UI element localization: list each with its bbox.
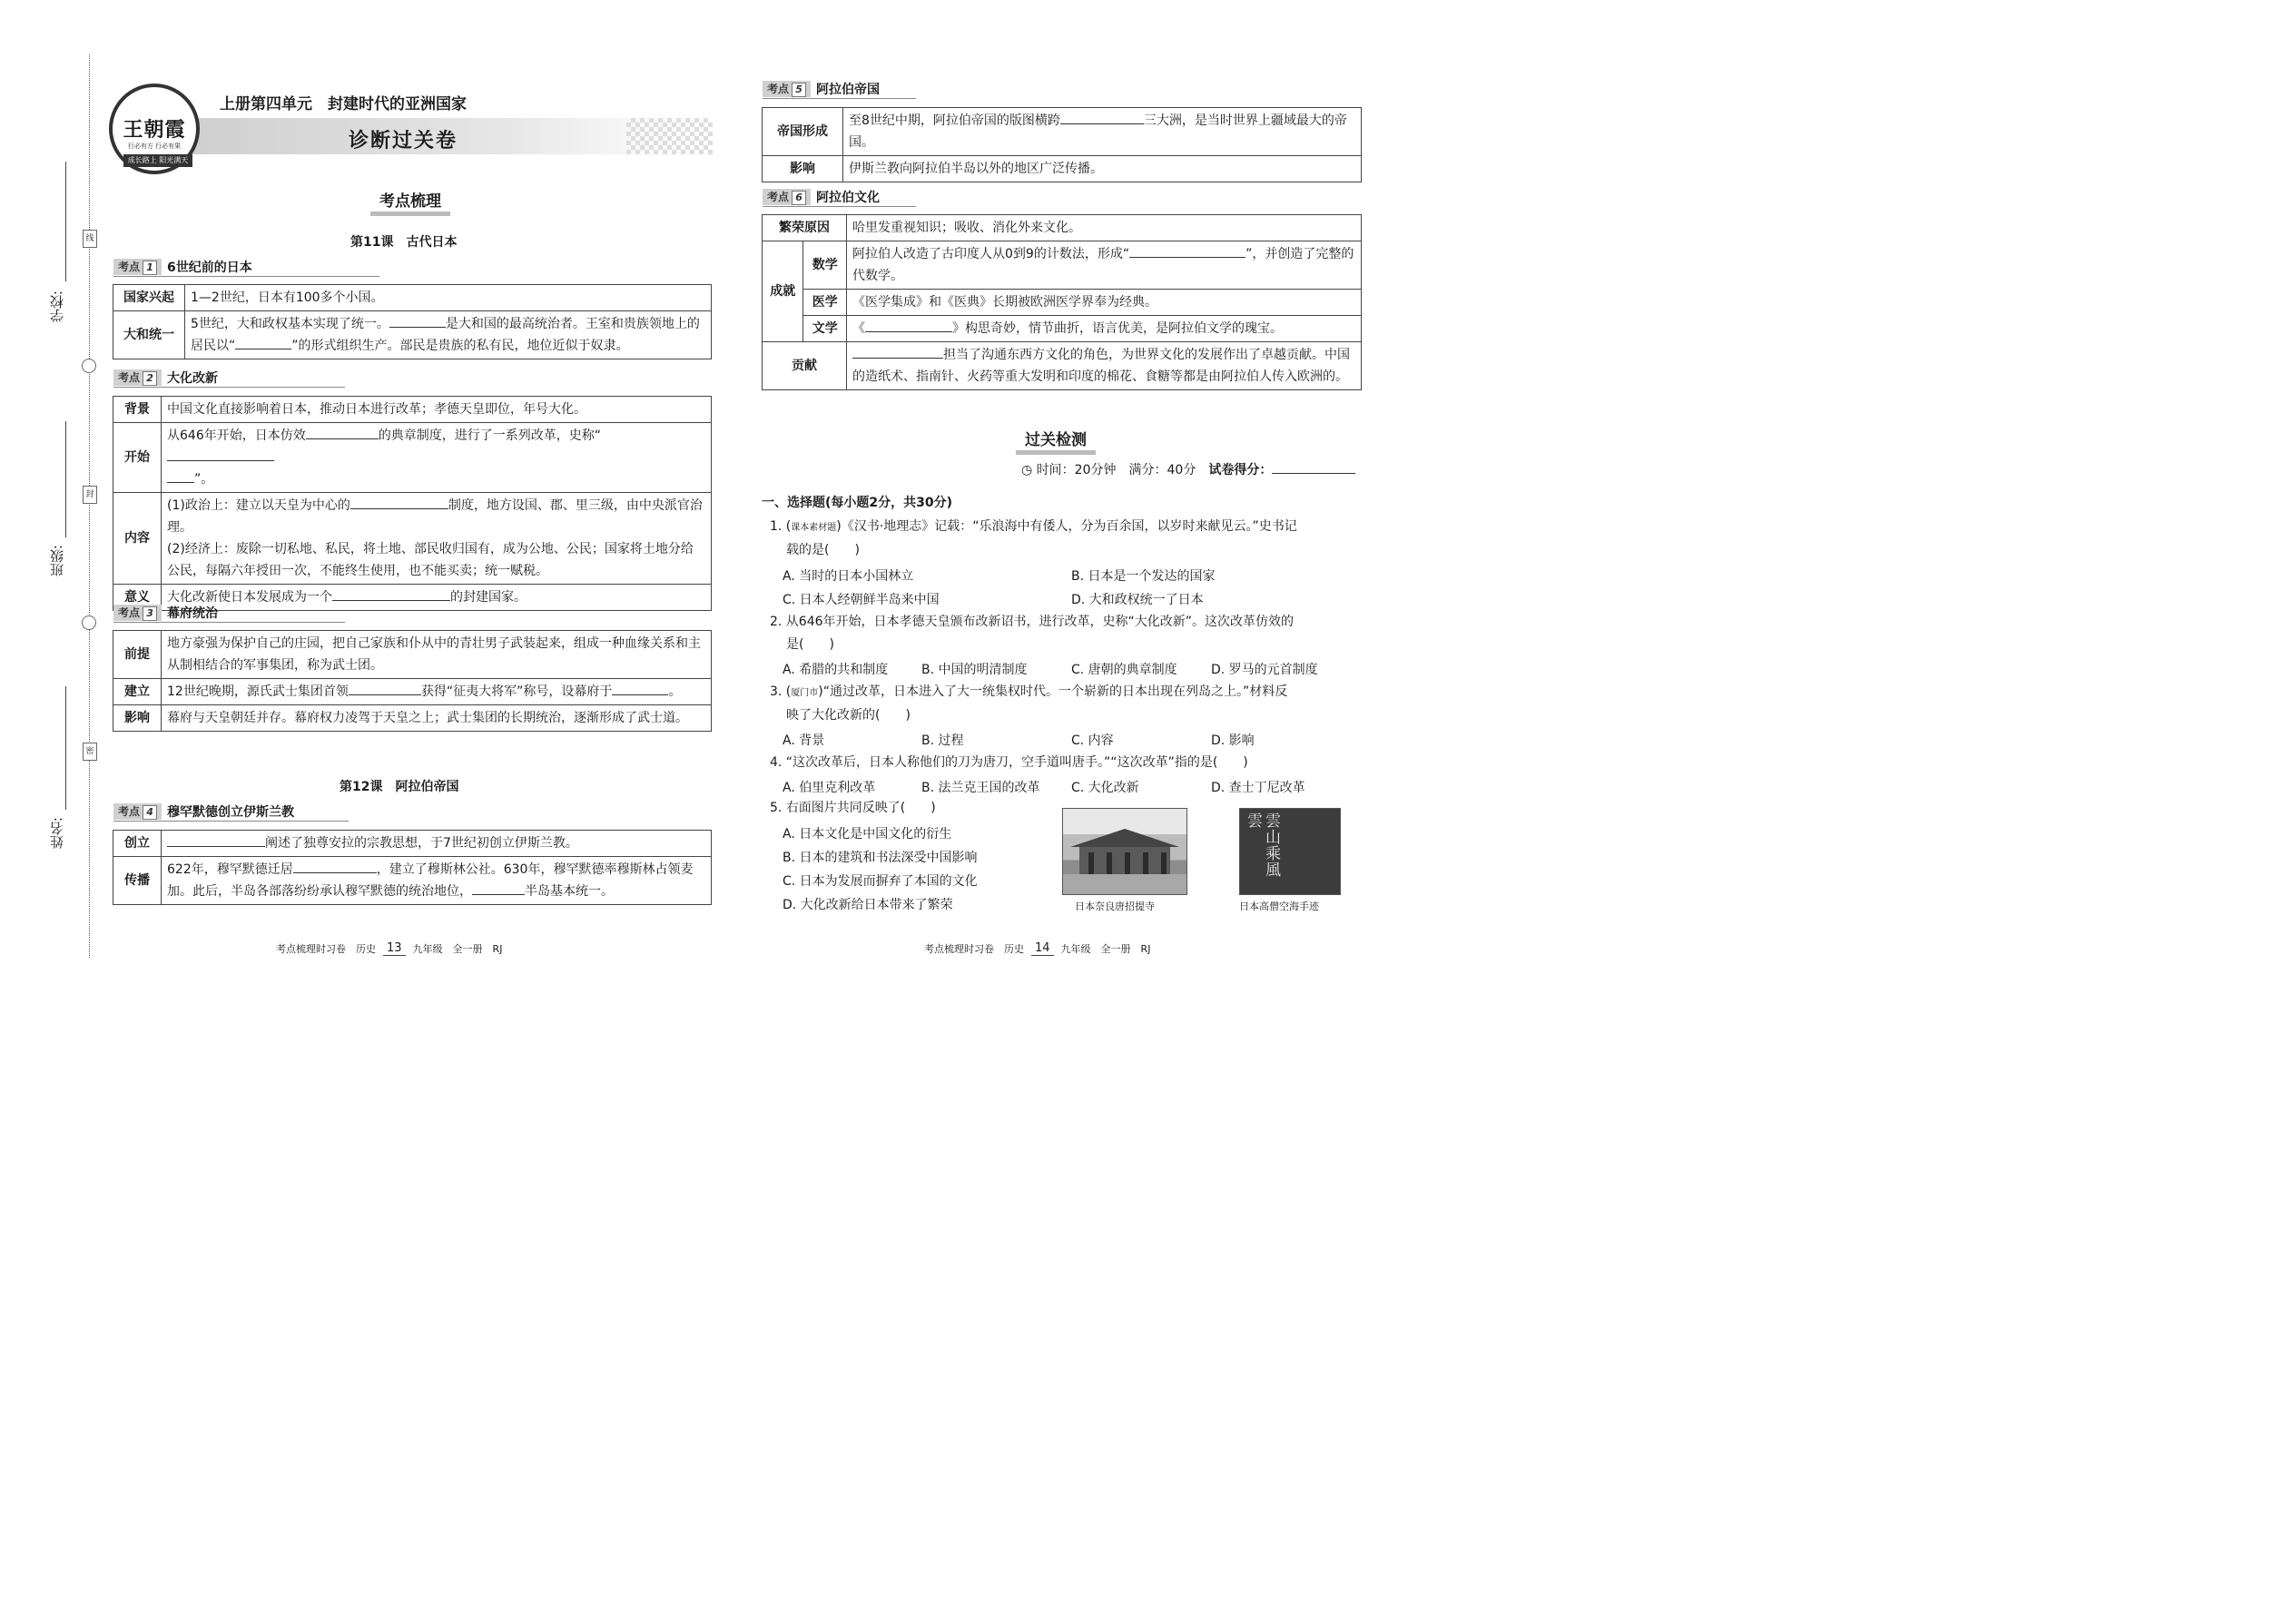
cell-head: 创立 xyxy=(113,831,162,857)
cell-head: 帝国形成 xyxy=(763,108,843,156)
footer-left: 考点梳理时习卷 历史 13 九年级 全一册 RJ xyxy=(276,941,503,955)
clock-icon: ◷ xyxy=(1021,463,1033,477)
q1-option-a[interactable]: A. 当时的日本小国林立 xyxy=(783,569,914,584)
temple-icon xyxy=(1063,809,1186,894)
paper-score-field[interactable] xyxy=(1272,460,1355,474)
q1-option-d[interactable]: D. 大和政权统一了日本 xyxy=(1071,593,1204,607)
q3-option-a[interactable]: A. 背景 xyxy=(783,733,825,748)
answer-blank[interactable] xyxy=(167,833,265,847)
temple-photo xyxy=(1062,808,1187,895)
cell-text: 地方豪强为保护自己的庄园，把自己家族和仆从中的青壮男子武装起来，组成一种血缘关系和主从制相结合的军事集团，称为武士团。 xyxy=(162,631,712,679)
answer-blank[interactable] xyxy=(389,314,446,328)
cell-head: 成就 xyxy=(763,241,803,342)
calligraphy-caption: 日本高僧空海手迹 xyxy=(1239,901,1319,912)
answer-blank[interactable] xyxy=(235,336,291,349)
cell-text: 5世纪，大和政权基本实现了统一。 是大和国的最高统治者。王室和贵族领地上的居民以“ ”的形式组织生产。部民是贵族的私有民，地位近似于奴隶。 xyxy=(185,311,712,359)
cell-head: 影响 xyxy=(113,705,162,732)
q2-option-b[interactable]: B. 中国的明清制度 xyxy=(921,663,1028,677)
q1-option-c[interactable]: C. 日本人经朝鲜半岛来中国 xyxy=(783,593,940,607)
question-1: 1. (课本素材题)《汉书·地理志》记载：“乐浪海中有倭人，分为百余国，以岁时来献见云。”史书记 xyxy=(770,519,1297,534)
answer-blank[interactable] xyxy=(167,469,194,483)
answer-blank[interactable] xyxy=(612,682,668,695)
kp6-header: 考点 6 阿拉伯文化 xyxy=(763,189,880,205)
kp4-table xyxy=(113,830,712,905)
binding-dotted-line xyxy=(89,54,90,958)
checker-decoration xyxy=(626,118,713,154)
q1-option-b[interactable]: B. 日本是一个发达的国家 xyxy=(1071,569,1216,584)
q5-option-c[interactable]: C. 日本为发展而摒弃了本国的文化 xyxy=(783,874,978,889)
cell-head: 意义 xyxy=(113,585,162,611)
cell-head: 背景 xyxy=(113,397,162,423)
bind-mark-secret: 密 xyxy=(83,743,97,761)
cell-text: 伊斯兰教向阿拉伯半岛以外的地区广泛传播。 xyxy=(843,156,1362,182)
cell-head: 繁荣原因 xyxy=(763,215,847,241)
cell-text: 《 》构思奇妙，情节曲折，语言优美，是阿拉伯文学的瑰宝。 xyxy=(847,316,1362,342)
q3-option-c[interactable]: C. 内容 xyxy=(1071,733,1114,748)
kp5-header: 考点 5 阿拉伯帝国 xyxy=(763,81,880,97)
question-5: 5. 右面图片共同反映了( ) xyxy=(770,801,936,815)
cell-text: 《医学集成》和《医典》长期被欧洲医学界奉为经典。 xyxy=(847,290,1362,316)
cell-text: 1—2世纪，日本有100多个小国。 xyxy=(185,285,712,311)
q2-option-a[interactable]: A. 希腊的共和制度 xyxy=(783,663,889,677)
q4-option-d[interactable]: D. 查士丁尼改革 xyxy=(1211,781,1305,795)
cell-head: 前提 xyxy=(113,631,162,679)
cell-text: 幕府与天皇朝廷并存。幕府权力凌驾于天皇之上；武士集团的长期统治，逐渐形成了武士道。 xyxy=(162,705,712,732)
temple-caption: 日本奈良唐招提寺 xyxy=(1075,901,1155,912)
unit-title: 上册第四单元 封建时代的亚洲国家 xyxy=(220,95,467,113)
name-label: 姓名: xyxy=(49,817,65,850)
question-2-cont: 是( ) xyxy=(786,637,834,652)
cell-head: 文学 xyxy=(803,316,847,342)
answer-blank[interactable] xyxy=(350,496,448,509)
kp1-header: 考点 1 6世纪前的日本 xyxy=(113,259,252,275)
kp2-header: 考点 2 大化改新 xyxy=(113,369,218,386)
cell-head: 传播 xyxy=(113,857,162,905)
cell-text: 中国文化直接影响着日本，推动日本进行改革；孝德天皇即位，年号大化。 xyxy=(162,397,712,423)
answer-blank[interactable] xyxy=(306,426,379,439)
q2-option-d[interactable]: D. 罗马的元首制度 xyxy=(1211,663,1318,677)
footer-right: 考点梳理时习卷 历史 14 九年级 全一册 RJ xyxy=(924,941,1151,955)
bind-mark-seal: 封 xyxy=(83,486,97,504)
cell-head: 国家兴起 xyxy=(113,285,185,311)
q5-option-a[interactable]: A. 日本文化是中国文化的衍生 xyxy=(783,827,952,842)
cell-text: 从646年开始，日本仿效 的典章制度，进行了一系列改革，史称“ ”。 xyxy=(162,423,712,493)
cell-text: 至8世纪中期，阿拉伯帝国的版图横跨 三大洲，是当时世界上疆域最大的帝国。 xyxy=(843,108,1362,156)
question-4: 4. “这次改革后，日本人称他们的刀为唐刀，空手道叫唐手。”“这次改革”指的是( ) xyxy=(770,755,1248,770)
q4-option-c[interactable]: C. 大化改新 xyxy=(1071,781,1139,795)
section-title-test: 过关检测 xyxy=(1025,427,1087,449)
q3-option-d[interactable]: D. 影响 xyxy=(1211,733,1255,748)
cell-head: 医学 xyxy=(803,290,847,316)
kp1-table xyxy=(113,284,712,359)
question-1-cont: 载的是( ) xyxy=(786,543,860,557)
logo-slogan: 行必有方 行必有果 xyxy=(127,143,182,150)
question-3: 3. (厦门市)“通过改革，日本进入了大一统集权时代。一个崭新的日本出现在列岛之上。”材料反 xyxy=(770,684,1288,699)
lesson-11-title: 第11课 古代日本 xyxy=(350,235,458,250)
bind-ring-icon xyxy=(82,359,96,373)
paper-title: 诊断过关卷 xyxy=(349,130,458,153)
school-field[interactable] xyxy=(65,162,66,281)
q3-option-b[interactable]: B. 过程 xyxy=(921,733,964,748)
cell-text: 大化改新使日本发展成为一个 的封建国家。 xyxy=(162,585,712,611)
bind-ring-icon xyxy=(82,615,96,630)
cell-head: 数学 xyxy=(803,241,847,290)
test-meta: ◷ 时间：20分钟 满分：40分 试卷得分： xyxy=(1021,460,1355,478)
cell-head: 贡献 xyxy=(763,342,847,390)
lesson-12-title: 第12课 阿拉伯帝国 xyxy=(340,780,459,794)
q5-option-d[interactable]: D. 大化改新给日本带来了繁荣 xyxy=(783,898,953,912)
bind-mark-line: 线 xyxy=(83,230,97,248)
cell-text: 担当了沟通东西方文化的角色，为世界文化的发展作出了卓越贡献。中国的造纸术、指南针、火药等重大发明和印度的棉花、食糖等都是由阿拉伯人传入欧洲的。 xyxy=(847,342,1362,390)
kp5-table xyxy=(762,107,1362,182)
class-label: 班级: xyxy=(49,545,65,577)
question-3-cont: 映了大化改新的( ) xyxy=(786,708,911,723)
logo-ribbon: 成长路上 阳光满天 xyxy=(123,154,192,167)
calligraphy-text: 雲山乘風雲 xyxy=(1244,812,1280,878)
q4-option-a[interactable]: A. 伯里克利改革 xyxy=(783,781,876,795)
part1-title: 一、选择题(每小题2分，共30分) xyxy=(762,496,953,510)
kp3-header: 考点 3 幕府统治 xyxy=(113,605,218,621)
answer-blank[interactable] xyxy=(865,319,952,332)
cell-head: 影响 xyxy=(763,156,843,182)
answer-blank[interactable] xyxy=(472,881,525,895)
section-title-review: 考点梳理 xyxy=(379,188,441,211)
q4-option-b[interactable]: B. 法兰克王国的改革 xyxy=(921,781,1040,795)
cell-text: 12世纪晚期，源氏武士集团首领 获得“征夷大将军”称号，设幕府于 。 xyxy=(162,679,712,705)
cell-text: 阐述了独尊安拉的宗教思想，于7世纪初创立伊斯兰教。 xyxy=(162,831,712,857)
cell-head: 大和统一 xyxy=(113,311,185,359)
kp3-table xyxy=(113,630,712,732)
kp2-table xyxy=(113,396,712,611)
answer-blank[interactable] xyxy=(293,860,377,873)
logo-text: 王朝霞 xyxy=(123,118,186,142)
school-label: 学校: xyxy=(49,290,65,323)
class-field[interactable] xyxy=(65,421,66,537)
question-2: 2. 从646年开始，日本孝德天皇颁布改新诏书，进行改革，史称“大化改新”。这次改革仿效的 xyxy=(770,615,1295,629)
cell-text: 阿拉伯人改造了古印度人从0到9的计数法，形成“ ”，并创造了完整的代数学。 xyxy=(847,241,1362,290)
q5-option-b[interactable]: B. 日本的建筑和书法深受中国影响 xyxy=(783,851,978,865)
kp4-header: 考点 4 穆罕默德创立伊斯兰教 xyxy=(113,803,294,820)
answer-blank[interactable] xyxy=(1129,244,1245,258)
calligraphy-photo xyxy=(1239,808,1341,895)
answer-blank[interactable] xyxy=(349,682,421,695)
cell-head: 开始 xyxy=(113,423,162,493)
answer-blank[interactable] xyxy=(1060,111,1144,124)
page-number-right: 14 xyxy=(1031,941,1054,956)
answer-blank[interactable] xyxy=(167,448,274,461)
cell-head: 内容 xyxy=(113,493,162,585)
cell-text: 622年，穆罕默德迁居 ，建立了穆斯林公社。630年，穆罕默德率穆斯林占领麦加。此后，半岛各部落纷纷承认穆罕默德的统治地位， 半岛基本统一。 xyxy=(162,857,712,905)
cell-text: 哈里发重视知识；吸收、消化外来文化。 xyxy=(847,215,1362,241)
q2-option-c[interactable]: C. 唐朝的典章制度 xyxy=(1071,663,1177,677)
kp6-table xyxy=(762,214,1362,390)
answer-blank[interactable] xyxy=(332,587,450,601)
cell-text: (1)政治上：建立以天皇为中心的 制度，地方设国、郡、里三级，由中央派官治理。 (2)经济上：废除一切私地、私民，将土地、部民收归国有，成为公地、公民；国家将土地分给公民，每隔六年授田一次，不能终生使用，也不能买卖；统一赋税。 xyxy=(162,493,712,585)
name-field[interactable] xyxy=(65,686,66,810)
page-number-left: 13 xyxy=(383,941,406,956)
cell-head: 建立 xyxy=(113,679,162,705)
answer-blank[interactable] xyxy=(852,345,943,359)
